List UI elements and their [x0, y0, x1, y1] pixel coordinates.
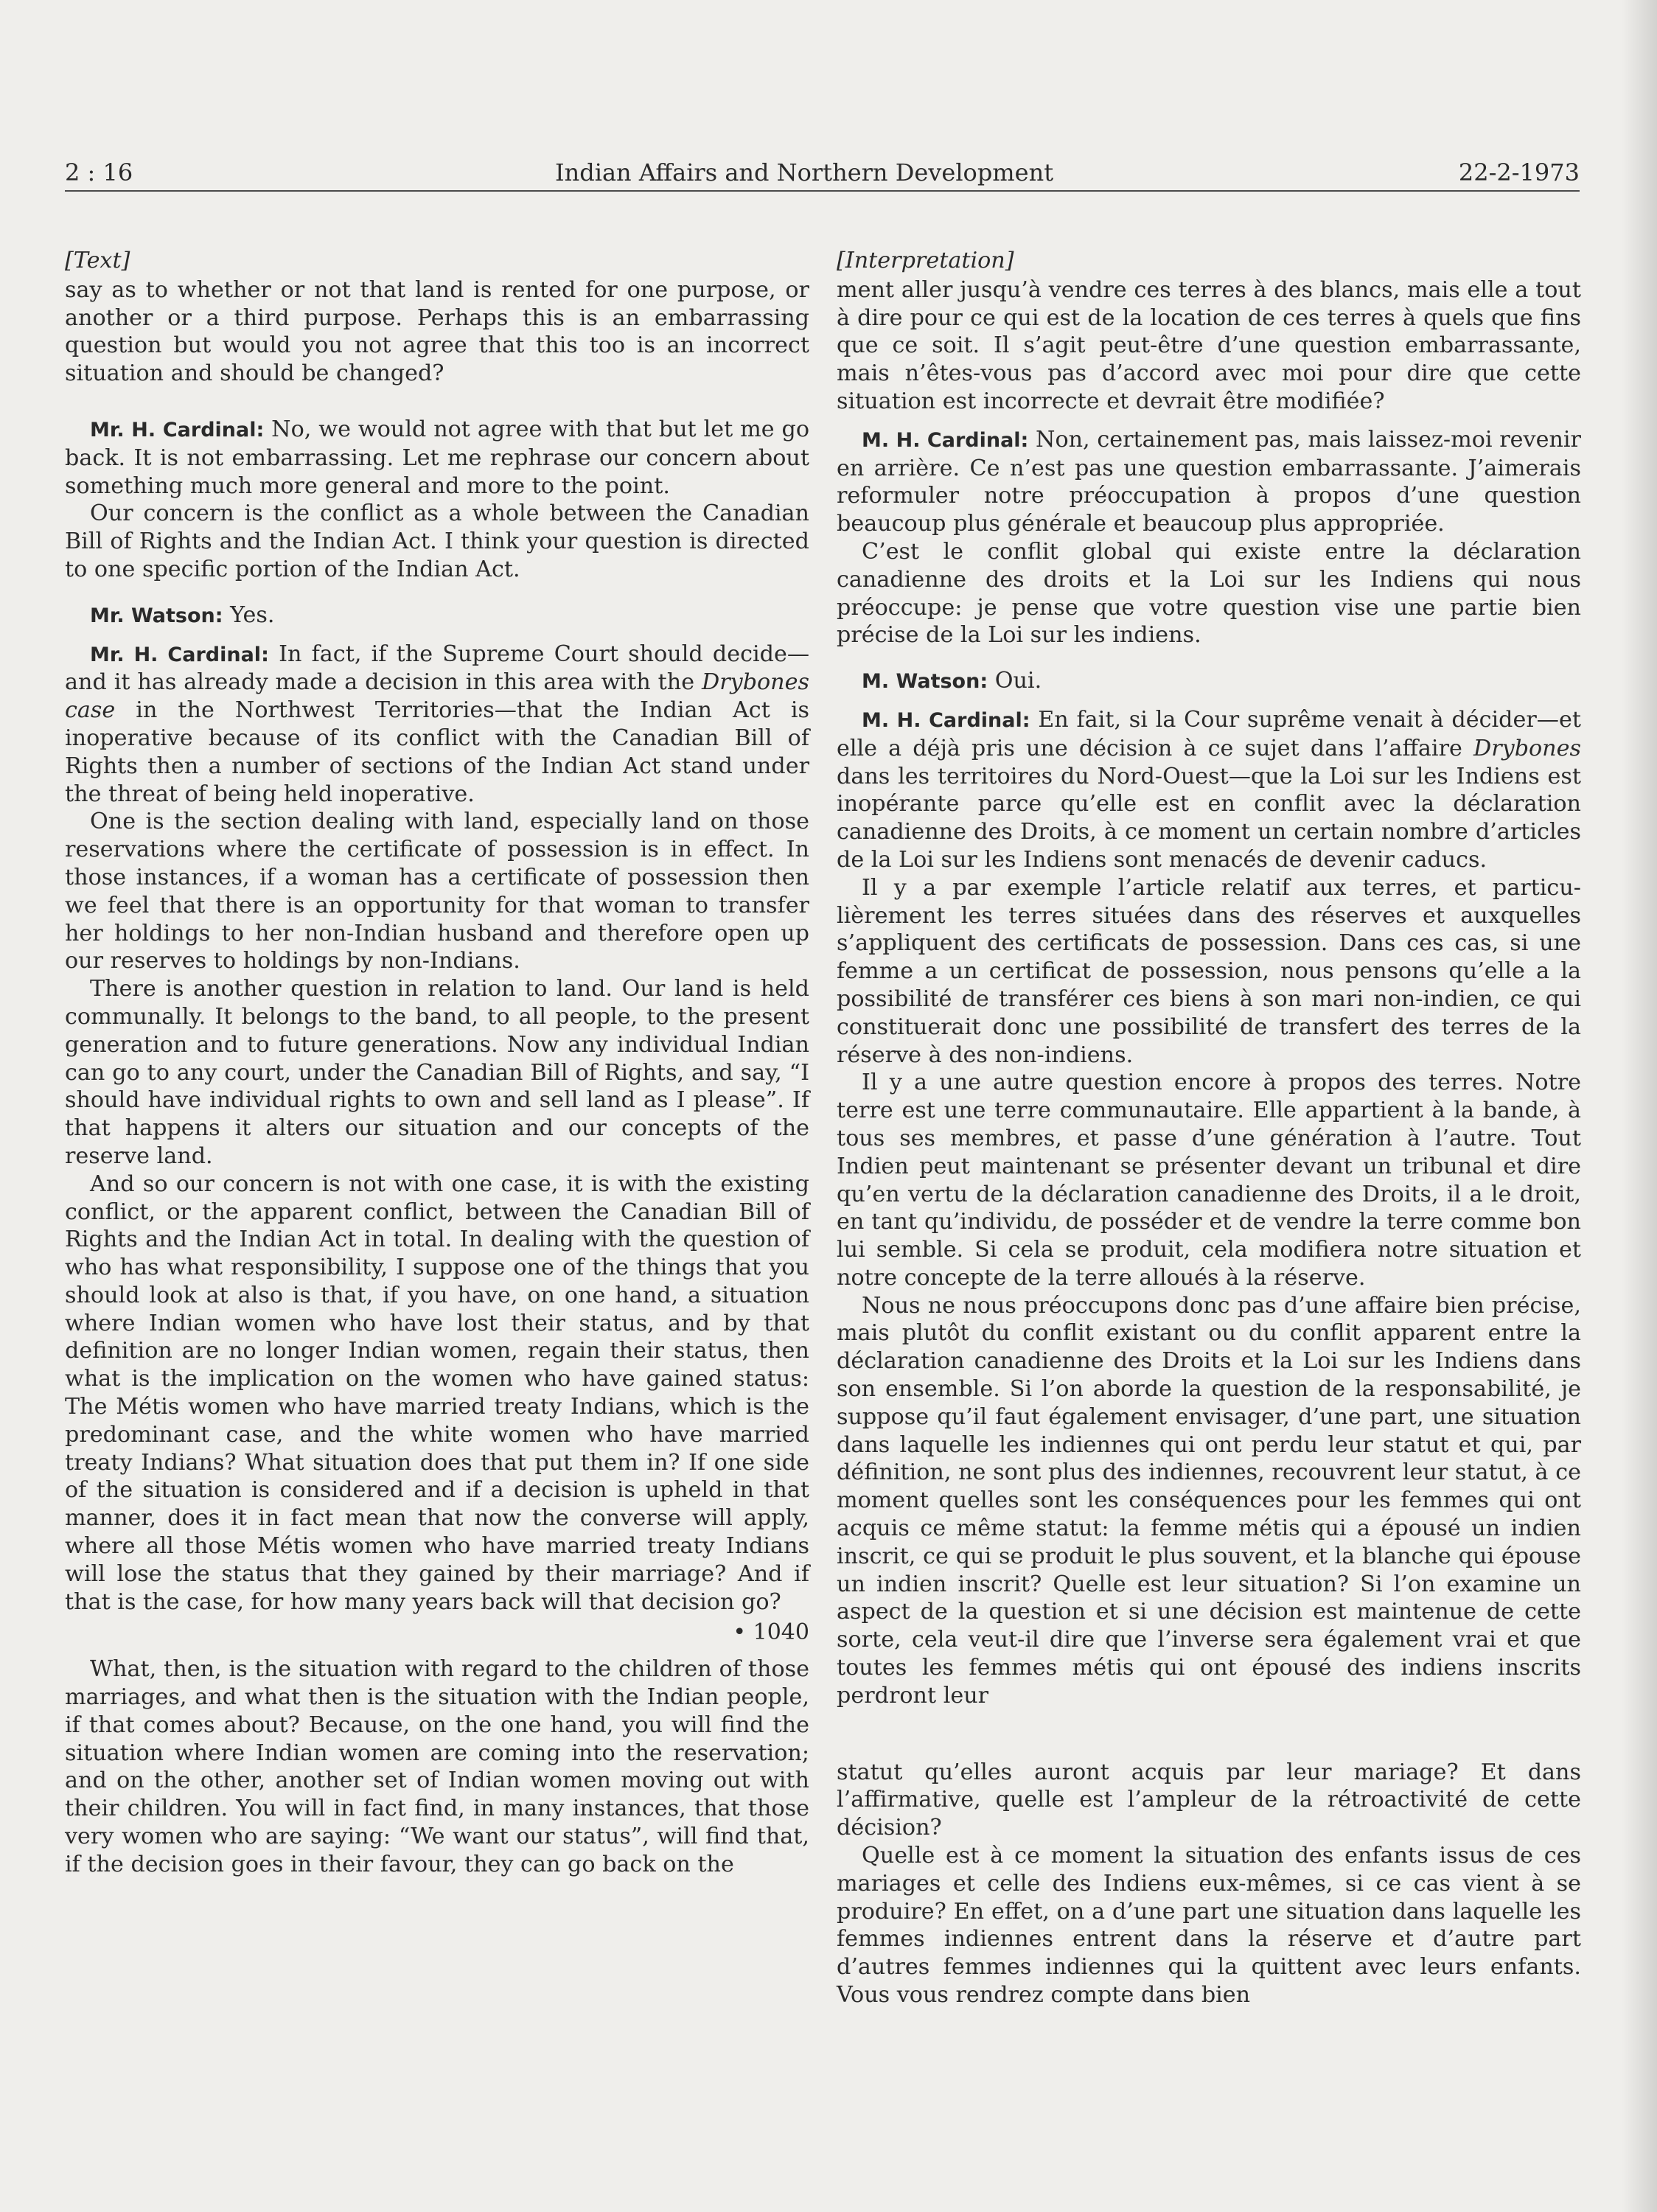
- speech-text: dans les territoires du Nord-Ouest—que la Loi sur les Indiens est inopérante parce qu’elle est en conflit avec la déclaration canadienne des Droits, à ce moment un certain nombre d’articles de la Loi sur les Indiens sont menacés de devenir caducs.: [837, 763, 1581, 873]
- paragraph: [65, 416, 809, 500]
- speaker-name: Mr. Watson:: [90, 604, 223, 627]
- paragraph: ment aller jusqu’à vendre ces terres à des blancs, mais elle a tout à dire pour ce qui est de la location de ces terres à quels que fins que ce soit. Il s’agit peut-être d’une question embarrassante, mais n’êtes-vous pas d’accord avec moi pour dire que cette situation est incorrecte et devrait être modifiée?: [837, 276, 1581, 414]
- speaker-name: M. Watson:: [862, 670, 988, 694]
- speech-text: Yes.: [223, 601, 275, 628]
- paragraph: One is the section dealing with land, especially land on those reservations where the certificate of possession is in effect. In those instances, if a woman has a certificate of possession then we feel that there is an opportunity for that woman to transfer her holdings to her non-Indian husband and therefore open up our reserves to holdings by non-Indians.: [65, 809, 809, 974]
- case-name: Drybones case: [65, 669, 809, 724]
- english-column: [65, 247, 809, 1879]
- paragraph: Il y a une autre question encore à propos des terres. Notre terre est une terre communautaire. Elle appartient à la bande, à tous ses membres, et passe d’une génération à l’autre. Tout Indien peut maintenant se présenter devant un tribunal et dire qu’en vertu de la déclaration canadienne des Droits, il a le droit, en tant qu’individu, de posséder et de vendre la terre comme bon lui semble. Si cela se produit, cela modifiera notre situation et notre concepte de la terre alloués à la réserve.: [837, 1070, 1581, 1291]
- paragraph: Nous ne nous préoccupons donc pas d’une affaire bien précise, mais plutôt du conflit existant ou du conflit apparent entre la déclaration canadienne des Droits et la Loi sur les Indiens dans son ensemble. Si l’on aborde la question de la responsabilité, je suppose qu’il faut également envisager, d’une part, une situation dans laquelle les indiennes qui ont perdu leur statut et qui, par définition, ne sont plus des indiennes, recouvrent leur statut, à ce moment quelles sont les conséquences pour les femmes qui ont acquis ce même statut: la femme métis qui a épousé un indien inscrit, ce qui se produit le plus souvent, et la blanche qui épouse un indien inscrit? Quelle est leur situation? Si l’on examine un aspect de la question et si une décision est maintenue de cette sorte, cela veut-il dire que l’inverse sera également vrai et que toutes les femmes métis qui ont épousé des indiens inscrits perdront leur: [837, 1292, 1581, 1709]
- speech-text: Oui.: [988, 668, 1042, 694]
- paragraph: say as to whether or not that land is rented for one purpose, or another or a third purpose. Perhaps this is an embarrassing question but would you not agree that this too is an incorrect situation and should be changed?: [65, 276, 809, 387]
- speaker-name: Mr. H. Cardinal:: [90, 643, 269, 666]
- paragraph: Il y a par exemple l’article relatif aux terres, et particulièrement les terres situées dans des réserves et auxquelles s’appliquent des certificats de possession. Dans ces cas, si une femme a un certificat de possession, nous pensons qu’elle a la possibilité de transférer ces biens à son mari non-indien, ce qui constituerait donc une possibilité de transfert des terres de la réserve à des non-indiens.: [837, 874, 1581, 1068]
- publication-date: 22-2-1973: [1458, 158, 1580, 186]
- paragraph: What, then, is the situation with regard to the children of those marriages, and what then is the situation with the Indian people, if that comes about? Because, on the one hand, you will find the situation where Indian women are coming into the reservation; and on the other, another set of Indian women moving out with their children. You will in fact find, in many instances, that those very women who are saying: “We want our status”, will find that, if the decision goes in their favour, they can go back on the: [65, 1656, 809, 1877]
- paragraph: statut qu’elles auront acquis par leur mariage? Et dans l’affirmative, quelle est l’ampleur de la rétroactivité de cette décision?: [837, 1759, 1581, 1841]
- paragraph: [837, 667, 1581, 696]
- paragraph: [837, 706, 1581, 874]
- text-marker: [Text]: [65, 248, 130, 273]
- speech-text: in the Northwest Territories—that the Indian Act is inoperative because of its conflict with the Canadian Bill of Rights then a number of sections of the Indian Act stand under the threat of being held inoperative.: [65, 697, 809, 807]
- case-name: Drybones: [1473, 735, 1581, 761]
- page-edge-shadow: [1622, 0, 1657, 2212]
- paragraph: [65, 641, 809, 809]
- publication-title: Indian Affairs and Northern Development: [555, 158, 1054, 186]
- speech-text: En fait, si la Cour suprême venait à décider—et elle a déjà pris une décision à ce sujet dans l’affaire: [837, 706, 1581, 761]
- paragraph: C’est le conflit global qui existe entre la déclaration canadienne des droits et la Loi sur les Indiens qui nous préoccupe: je pense que votre question vise une partie bien précise de la Loi sur les indiens.: [837, 538, 1581, 649]
- paragraph: Our concern is the conflict as a whole between the Canadian Bill of Rights and the Indian Act. I think your question is directed to one specific portion of the Indian Act.: [65, 500, 809, 582]
- paragraph: [837, 426, 1581, 538]
- paragraph: There is another question in relation to land. Our land is held communally. It belongs to the band, to all people, to the present generation and to future generations. Now any individual Indian can go to any court, under the Canadian Bill of Rights, and say, “I should have individual rights to own and sell land as I please”. If that happens it alters our situation and our concepts of the reserve land.: [65, 976, 809, 1169]
- speech-text: In fact, if the Supreme Court should decide—and it has already made a decision in this area with the: [65, 641, 810, 696]
- time-marker: • 1040: [733, 1619, 809, 1646]
- header-rule: [65, 190, 1580, 192]
- paragraph: And so our concern is not with one case, it is with the existing conflict, or the apparent conflict, between the Canadian Bill of Rights and the Indian Act in total. In dealing with the question of who has what responsibility, I suppose one of the things that you should look at also is that, if you have, on one hand, a situation where Indian women who have lost their status, and by that definition are no longer Indian women, regain their status, then what is the implication on the women who have gained status: The Métis women who have married treaty Indians, which is the predominant case, and the white women who have married treaty Indians? What situation does that put them in? If one side of the situation is considered and if a decision is upheld in that manner, does it in fact mean that now the converse will apply, where all those Métis women who have married treaty Indians will lose the status that they gained by their marriage? And if that is the case, for how many years back will that decision go?: [65, 1170, 809, 1615]
- running-head: [65, 158, 1580, 192]
- page-number: 2 : 16: [65, 158, 133, 186]
- speaker-name: M. H. Cardinal:: [862, 428, 1029, 452]
- speech-text: No, we would not agree with that but let me go back. It is not embarrassing. Let me rephrase our concern about something much more general and more to the point.: [65, 416, 809, 499]
- speech-text: Non, certainement pas, mais laissez-moi revenir en arrière. Ce n’est pas une question embarrassante. J’aimerais reformuler notre préoccupation à propos d’une question beaucoup plus générale et beaucoup plus appropriée.: [837, 426, 1581, 537]
- speaker-name: M. H. Cardinal:: [862, 708, 1030, 732]
- paragraph: Quelle est à ce moment la situation des enfants issus de ces mariages et celle des Indiens eux-mêmes, si ce cas vient à se produire? En effet, on a d’une part une situation dans laquelle les femmes indiennes entrent dans la réserve et d’autre part d’autres femmes indiennes qui la quittent avec leurs enfants. Vous vous rendrez compte dans bien: [837, 1843, 1581, 2009]
- paragraph: [65, 601, 809, 630]
- interpretation-marker: [Interpretation]: [837, 248, 1014, 273]
- speaker-name: Mr. H. Cardinal:: [90, 418, 265, 442]
- french-column: [837, 247, 1581, 2009]
